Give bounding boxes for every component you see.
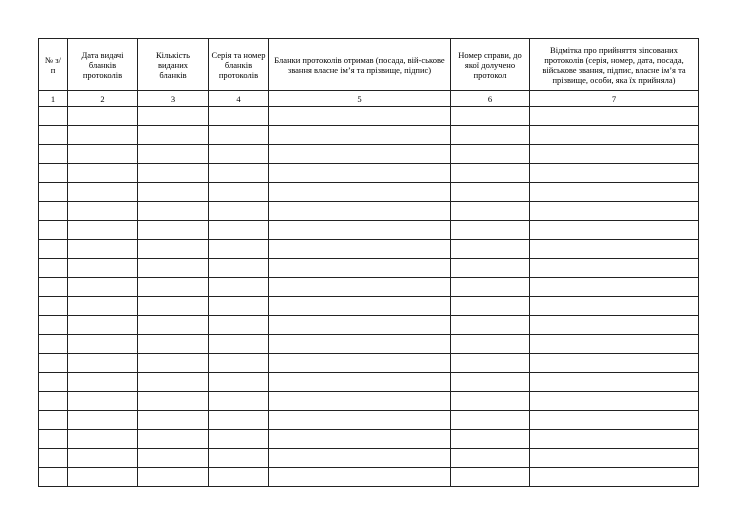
table-cell-empty bbox=[209, 164, 269, 183]
column-header-label: Серія та номер бланків протоколів bbox=[211, 49, 266, 80]
table-cell-empty bbox=[68, 202, 138, 221]
table-cell-empty bbox=[68, 183, 138, 202]
table-cell-empty bbox=[39, 449, 68, 468]
table-row bbox=[39, 354, 699, 373]
table-cell-empty bbox=[530, 316, 699, 335]
table-cell-empty bbox=[68, 468, 138, 487]
table-header-row bbox=[39, 39, 699, 91]
table-cell-empty bbox=[451, 297, 530, 316]
table-cell-empty bbox=[209, 145, 269, 164]
table-cell-empty bbox=[138, 430, 209, 449]
table-cell-empty bbox=[530, 164, 699, 183]
table-cell-empty bbox=[269, 183, 451, 202]
table-cell-empty bbox=[39, 354, 68, 373]
table-cell-empty bbox=[269, 145, 451, 164]
table-cell-empty bbox=[209, 373, 269, 392]
table-row bbox=[39, 468, 699, 487]
table-cell-empty bbox=[530, 278, 699, 297]
table-cell-empty bbox=[530, 449, 699, 468]
table-cell-empty bbox=[209, 278, 269, 297]
table-cell-empty bbox=[138, 335, 209, 354]
table-cell-empty bbox=[138, 107, 209, 126]
table-cell-empty bbox=[530, 126, 699, 145]
table-cell-empty bbox=[138, 316, 209, 335]
table-cell-empty bbox=[269, 411, 451, 430]
table-cell-empty bbox=[68, 316, 138, 335]
table-cell-empty bbox=[68, 449, 138, 468]
table-cell-empty bbox=[138, 183, 209, 202]
column-header-case-number bbox=[451, 39, 530, 91]
table-cell-empty bbox=[451, 221, 530, 240]
table-cell-empty bbox=[451, 107, 530, 126]
table-cell-empty bbox=[39, 392, 68, 411]
column-number: 3 bbox=[138, 91, 209, 107]
table-cell-empty bbox=[68, 373, 138, 392]
column-header-label: Кількість виданих бланків bbox=[155, 49, 190, 80]
table-cell-empty bbox=[209, 335, 269, 354]
table-row bbox=[39, 411, 699, 430]
table-row bbox=[39, 164, 699, 183]
table-cell-empty bbox=[138, 468, 209, 487]
table-cell-empty bbox=[269, 240, 451, 259]
table-cell-empty bbox=[269, 335, 451, 354]
table-cell-empty bbox=[269, 221, 451, 240]
column-number: 5 bbox=[269, 91, 451, 107]
table-cell-empty bbox=[138, 164, 209, 183]
table-cell-empty bbox=[209, 316, 269, 335]
table-cell-empty bbox=[209, 183, 269, 202]
table-cell-empty bbox=[68, 411, 138, 430]
table-row bbox=[39, 126, 699, 145]
table-cell-empty bbox=[68, 259, 138, 278]
table-row bbox=[39, 221, 699, 240]
table-cell-empty bbox=[138, 202, 209, 221]
table-cell-empty bbox=[451, 335, 530, 354]
table-cell-empty bbox=[209, 240, 269, 259]
table-row bbox=[39, 316, 699, 335]
table-row bbox=[39, 430, 699, 449]
column-header-label: Відмітка про прийняття зіпсованих протоколів (серія, номер, дата, посада, військове звання, підпис, власне ім’я та прізвище, особи, яка їх прийняла) bbox=[542, 44, 686, 85]
table-cell-empty bbox=[138, 392, 209, 411]
table-row bbox=[39, 449, 699, 468]
table-cell-empty bbox=[39, 411, 68, 430]
table-cell-empty bbox=[451, 468, 530, 487]
table-cell-empty bbox=[68, 392, 138, 411]
column-header-issue-date bbox=[68, 39, 138, 91]
table-cell-empty bbox=[209, 107, 269, 126]
table-cell-empty bbox=[68, 335, 138, 354]
table-cell-empty bbox=[269, 449, 451, 468]
table-cell-empty bbox=[138, 278, 209, 297]
table-cell-empty bbox=[451, 164, 530, 183]
table-cell-empty bbox=[39, 278, 68, 297]
column-header-label: Бланки протоколів отримав (посада, вій-ськове звання власне ім’я та прізвище, підпис) bbox=[274, 54, 445, 75]
table-cell-empty bbox=[68, 430, 138, 449]
table-row bbox=[39, 373, 699, 392]
table-cell-empty bbox=[138, 126, 209, 145]
column-number: 4 bbox=[209, 91, 269, 107]
table-cell-empty bbox=[451, 183, 530, 202]
table-cell-empty bbox=[68, 297, 138, 316]
table-cell-empty bbox=[451, 354, 530, 373]
table-cell-empty bbox=[530, 183, 699, 202]
table-row bbox=[39, 202, 699, 221]
table-cell-empty bbox=[68, 240, 138, 259]
table-cell-empty bbox=[269, 297, 451, 316]
column-header-spoiled-acceptance bbox=[530, 39, 699, 91]
table-cell-empty bbox=[530, 107, 699, 126]
table-cell-empty bbox=[269, 468, 451, 487]
column-number: 6 bbox=[451, 91, 530, 107]
column-header-forms-count bbox=[138, 39, 209, 91]
table-cell-empty bbox=[530, 202, 699, 221]
table-cell-empty bbox=[269, 316, 451, 335]
table-cell-empty bbox=[269, 373, 451, 392]
table-cell-empty bbox=[138, 373, 209, 392]
table-cell-empty bbox=[269, 278, 451, 297]
table-cell-empty bbox=[530, 392, 699, 411]
table-cell-empty bbox=[68, 221, 138, 240]
table-cell-empty bbox=[530, 411, 699, 430]
table-cell-empty bbox=[269, 354, 451, 373]
table-cell-empty bbox=[530, 335, 699, 354]
protocol-forms-register-table bbox=[38, 38, 699, 487]
table-cell-empty bbox=[138, 297, 209, 316]
table-cell-empty bbox=[209, 392, 269, 411]
table-cell-empty bbox=[451, 278, 530, 297]
table-cell-empty bbox=[138, 145, 209, 164]
table-cell-empty bbox=[209, 449, 269, 468]
table-cell-empty bbox=[269, 259, 451, 278]
column-header-label: № з/п bbox=[45, 54, 61, 75]
table-cell-empty bbox=[138, 449, 209, 468]
table-cell-empty bbox=[39, 373, 68, 392]
table-cell-empty bbox=[451, 373, 530, 392]
table-cell-empty bbox=[269, 126, 451, 145]
table-cell-empty bbox=[39, 468, 68, 487]
table-cell-empty bbox=[39, 430, 68, 449]
table-cell-empty bbox=[269, 107, 451, 126]
table-cell-empty bbox=[451, 240, 530, 259]
table-cell-empty bbox=[209, 297, 269, 316]
column-header-received-by bbox=[269, 39, 451, 91]
table-cell-empty bbox=[269, 392, 451, 411]
table-row bbox=[39, 107, 699, 126]
table-cell-empty bbox=[138, 240, 209, 259]
table-cell-empty bbox=[209, 221, 269, 240]
table-cell-empty bbox=[39, 126, 68, 145]
table-cell-empty bbox=[39, 202, 68, 221]
table-row bbox=[39, 259, 699, 278]
table-cell-empty bbox=[269, 164, 451, 183]
table-row bbox=[39, 240, 699, 259]
table-cell-empty bbox=[530, 468, 699, 487]
column-number: 2 bbox=[68, 91, 138, 107]
table-cell-empty bbox=[138, 259, 209, 278]
table-cell-empty bbox=[451, 316, 530, 335]
table-cell-empty bbox=[68, 164, 138, 183]
table-cell-empty bbox=[451, 259, 530, 278]
table-cell-empty bbox=[451, 392, 530, 411]
column-header-label: Дата видачі бланків протоколів bbox=[81, 49, 124, 80]
table-cell-empty bbox=[138, 354, 209, 373]
table-cell-empty bbox=[451, 126, 530, 145]
table-cell-empty bbox=[451, 202, 530, 221]
table-cell-empty bbox=[269, 202, 451, 221]
table-cell-empty bbox=[530, 297, 699, 316]
table-cell-empty bbox=[39, 221, 68, 240]
table-row bbox=[39, 297, 699, 316]
table-cell-empty bbox=[39, 297, 68, 316]
table-cell-empty bbox=[451, 411, 530, 430]
table-cell-empty bbox=[39, 316, 68, 335]
table-cell-empty bbox=[209, 468, 269, 487]
table-cell-empty bbox=[138, 411, 209, 430]
table-cell-empty bbox=[68, 107, 138, 126]
table-cell-empty bbox=[39, 107, 68, 126]
column-number-row bbox=[39, 91, 699, 107]
column-header-number bbox=[39, 39, 68, 91]
table-cell-empty bbox=[269, 430, 451, 449]
table-cell-empty bbox=[138, 221, 209, 240]
table-cell-empty bbox=[39, 259, 68, 278]
table-cell-empty bbox=[209, 126, 269, 145]
table-cell-empty bbox=[39, 183, 68, 202]
table-cell-empty bbox=[39, 164, 68, 183]
table-cell-empty bbox=[530, 145, 699, 164]
table-body bbox=[39, 107, 699, 487]
table-cell-empty bbox=[209, 430, 269, 449]
table-cell-empty bbox=[451, 145, 530, 164]
table-cell-empty bbox=[68, 145, 138, 164]
table-cell-empty bbox=[530, 354, 699, 373]
table-cell-empty bbox=[530, 373, 699, 392]
table-cell-empty bbox=[209, 259, 269, 278]
table-cell-empty bbox=[451, 449, 530, 468]
column-header-label: Номер справи, до якої долучено протокол bbox=[458, 49, 522, 80]
table-cell-empty bbox=[68, 354, 138, 373]
table-row bbox=[39, 145, 699, 164]
table-cell-empty bbox=[451, 430, 530, 449]
table-cell-empty bbox=[39, 335, 68, 354]
table-cell-empty bbox=[530, 240, 699, 259]
table-cell-empty bbox=[209, 411, 269, 430]
column-number: 7 bbox=[530, 91, 699, 107]
table-cell-empty bbox=[530, 221, 699, 240]
table-row bbox=[39, 183, 699, 202]
column-header-series-number bbox=[209, 39, 269, 91]
table-cell-empty bbox=[209, 202, 269, 221]
table-cell-empty bbox=[209, 354, 269, 373]
table-cell-empty bbox=[39, 145, 68, 164]
table-cell-empty bbox=[68, 278, 138, 297]
column-number: 1 bbox=[39, 91, 68, 107]
table-cell-empty bbox=[39, 240, 68, 259]
table-row bbox=[39, 392, 699, 411]
table-cell-empty bbox=[68, 126, 138, 145]
table-cell-empty bbox=[530, 430, 699, 449]
table-cell-empty bbox=[530, 259, 699, 278]
table-row bbox=[39, 335, 699, 354]
table-row bbox=[39, 278, 699, 297]
